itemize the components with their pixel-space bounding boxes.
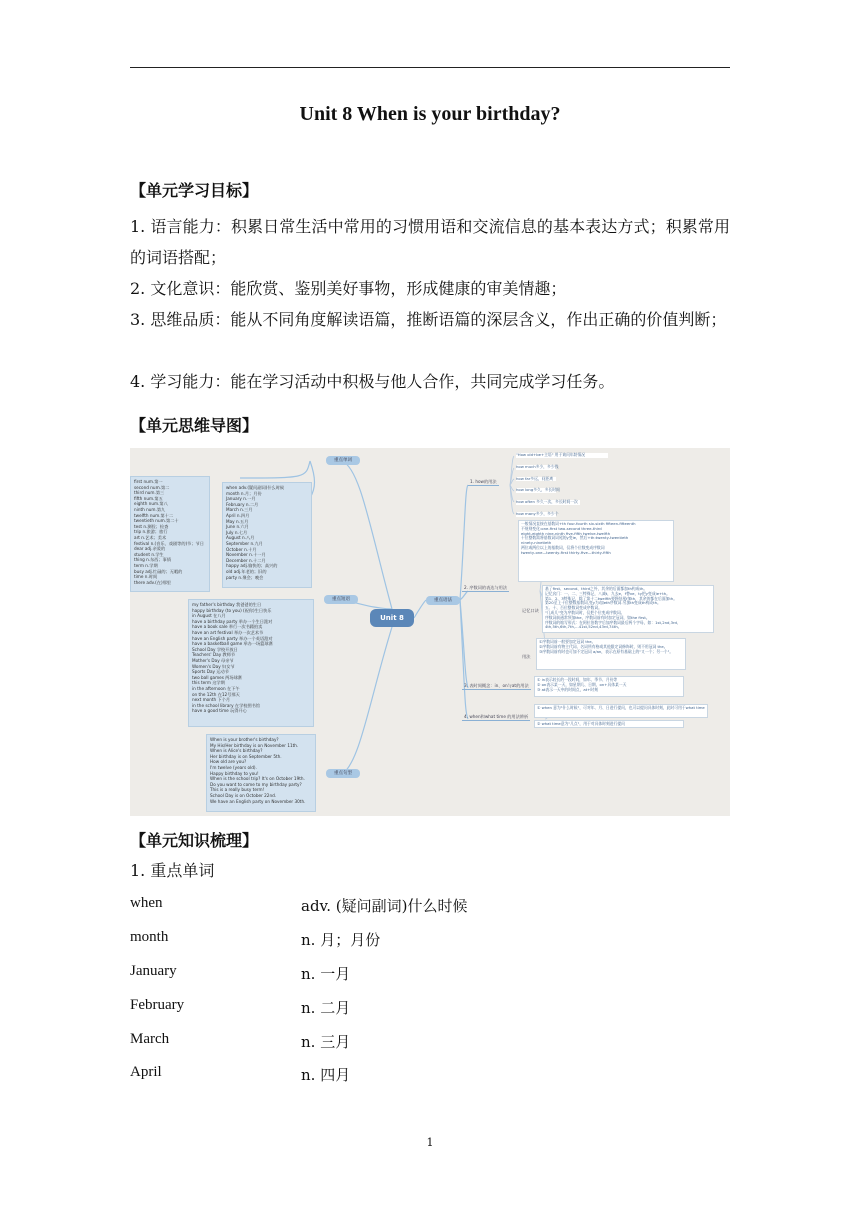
vocab-word: January [130,963,177,979]
mm-sentence-line: School Day is on October 22nd. [210,792,277,798]
mm-phrase-line: in the afternoon 在下午 [192,685,240,691]
mm-vocab-b-line: April n.四月 [226,512,250,518]
mind-map-usage-label: 用法 [522,654,531,659]
mm-vocab-b-line: November n.十一月 [226,552,266,558]
mm-prep-line: ① in表示较长的一段时间，如年、季节、月份等 [537,677,618,682]
mm-vocab-b-line: March n.三月 [226,507,253,513]
mm-vocab-a-line: first num.第一 [134,479,163,484]
mm-ordinal-line: 不规则变化:one-first two-second three-third [521,525,602,531]
mm-vocab-b-line: happy adj.愉快的；高兴的 [226,563,278,569]
mm-how-line: how much多少，多少钱 [516,463,559,469]
vocab-meaning: adv. (疑问副词)什么时候 [301,897,468,915]
mm-vocab-a-line: trip n.旅游；旅行 [134,529,168,535]
mind-map-mnemonic-label: 记忆口诀 [522,608,539,613]
goal-4: 4. 学习能力：能在学习活动中积极与他人合作，共同完成学习任务。 [130,372,615,391]
mind-map-vocab-box-b [222,482,312,588]
mm-vocab-a-line: fifth num.第五 [134,495,163,501]
mm-phrase-line: Sports Day 运动节 [192,669,229,675]
mm-phrase-line: have a book sale 举行一次书籍拍卖 [192,624,263,630]
mm-sentence-line: When is your brother's birthday? [210,737,279,742]
mm-phrase-line: next month 下个月 [192,697,231,703]
vocab-meaning: n. 四月 [301,1066,351,1084]
vocab-row [130,963,730,987]
mm-vocab-a-line: second num.第二 [134,484,170,490]
vocab-row [130,997,730,1021]
mm-ordinal-line: 十位整数需将基数词词尾的y变ie，然后+th:twenty-twentieth [521,535,629,541]
mm-usage-line: ③序数词前有时也可加不定冠词 a/an，表示在原有基础上的"又一个；另一个"。 [539,648,674,654]
vocab-meaning: n. 一月 [301,965,351,983]
mm-phrase-line: have an English party 举办一个英语派对 [192,635,273,641]
mind-map-ordinal-mnemonic [542,585,714,633]
mm-how-line: how many多少，多少个 [516,510,559,516]
vocab-row [130,1031,730,1055]
vocab-word: April [130,1064,162,1080]
mm-sentence-line: My His/Her birthday is on November 11th. [210,742,299,748]
mm-phrase-line: have a birthday party 举办一个生日派对 [192,618,273,624]
mind-map-sentence-box [206,734,316,812]
mm-how-line: how far多远，问距离 [516,477,556,482]
mm-when-line: ① when 意为"什么时候"，可对年、月、日进行提问，也可以提问具体时刻，此时可用于what time [537,705,705,710]
mm-mnemonic-line: 第20至上十位整数基数词,变y为i加eth序数词.另加th变成th构成th。 [545,600,661,606]
mind-map-grammar-tag-3: 3. 表时间概念：in、on与at的用法 [464,683,529,688]
mind-map [130,448,730,816]
vocab-word: month [130,929,169,945]
mm-vocab-b-line: December n.十二月 [226,557,266,563]
mm-vocab-a-line: test n.测验；检查 [134,523,169,529]
vocab-row [130,929,730,953]
mind-map-ordinal-rules [518,520,674,582]
mm-mnemonic-line: 第1、2、3特殊记，除了第十二twelfth要将结尾f加th，其余的都在后面加th。 [545,595,678,601]
mm-phrase-line: this term 这学期 [192,680,225,686]
mm-phrase-line: in August 在八月 [192,613,226,619]
mm-vocab-a-line: twelfth num.第十二 [134,512,174,518]
vocab-meaning: n. 月；月份 [301,931,381,949]
mm-mnemonic-line: 4th,5th,6th,7th,...41st,52nd,43rd,74th。 [545,624,622,630]
mm-whattime-line: ② what time意为"几点"，用于对具体时刻进行提问 [537,721,625,726]
mm-vocab-a-line: twentieth num.第二十 [134,518,179,524]
mm-phrase-line: in the school library 在学校图书馆 [192,702,261,708]
mm-vocab-b-line: July n.七月 [226,529,248,535]
mm-mnemonic-line: 五、十、百位整数词变成序数词。 [545,605,602,611]
mm-sentence-line: This is a really busy term! [210,787,265,793]
mm-ordinal-line: ninety-ninetieth [521,540,552,546]
mm-sentence-line: When is Alice's birthday? [210,748,263,754]
section-heading-knowledge: 【单元知识梳理】 [130,831,259,850]
mm-how-line: "How old+be+主语" 用于询问年龄情况 [516,453,608,458]
mm-how-line: how long多久，多长时间 [516,487,560,493]
mm-vocab-b-line: old adj.年老的；旧的 [226,568,267,574]
vocab-row [130,895,730,919]
mind-map-whattime-usage [534,720,684,728]
mm-phrase-line: Mother's Day 母亲节 [192,657,234,663]
vocab-word: March [130,1031,170,1047]
mm-vocab-b-line: when adv.(疑问副词)什么时候 [226,485,285,490]
mm-sentence-line: We have an English party on November 30th. [210,798,306,804]
mm-vocab-b-line: August n.八月 [226,535,255,541]
mind-map-prep-usage [534,676,684,697]
mm-ordinal-line: twenty-one—twenty-first thirty-five—thirty-fifth [521,549,611,555]
mm-vocab-b-line: party n.聚会；晚会 [226,574,264,580]
mm-ordinal-line: 两位或两位以上的基数词，仅将个位数变成序数词 [521,544,605,550]
mm-how-line: how often 多久一次，多长时间一次 [516,500,580,505]
mm-vocab-a-line: busy adj.忙碌的；无暇的 [134,568,183,574]
mind-map-when-usage [534,704,708,718]
mm-usage-line: ②序数词前有物主代词、名词所有格或其他限定词修饰时，则不用冠词 the。 [539,643,668,649]
mm-vocab-a-line: eighth num.第八 [134,501,168,507]
mm-ordinal-line: eight-eighth nine-ninth five-fifth twelve-twelfth [521,530,611,536]
mind-map-grammar-tag-2: 2. 序数词的表达与用法 [464,585,508,590]
mm-usage-line: ①序数词前一般要加定冠词 the。 [539,639,596,644]
mm-sentence-line: Her birthday is on September 5th. [210,753,282,759]
mm-sentence-line: Do you want to come to my birthday party? [210,781,302,787]
goal-1: 1. 语言能力：积累日常生活中常用的习惯用语和交流信息的基本表达方式；积累常用的词语搭配； [130,217,730,267]
mm-vocab-a-line: ninth num.第九 [134,506,166,512]
mm-phrase-line: have a good time 玩得开心 [192,708,247,714]
mind-map-ordinal-usage [536,638,686,670]
mm-vocab-a-line: art n.艺术；美术 [134,534,167,540]
mind-map-branch-phrases: 重点短语 [324,595,358,604]
mm-vocab-a-line: there adv.(在)那里 [134,579,171,585]
mind-map-grammar-tag-1: 1. how的用法 [470,479,497,484]
mm-mnemonic-line: 基了first、second、third之外，其余的后面都加th构成th。 [545,586,648,591]
mm-phrase-line: School Day 学校开放日 [192,646,238,652]
mind-map-center: Unit 8 [370,609,414,627]
mm-vocab-b-line: September n.九月 [226,540,263,546]
mind-map-vocab-box-a [130,476,210,592]
mm-vocab-a-line: dear adj.亲爱的 [134,546,166,552]
mind-map-branch-vocab: 重点单词 [326,456,360,465]
mm-prep-line: ② on表示某一天，如星期几、日期，on+具体某一天 [537,681,627,687]
header-rule [130,67,730,68]
mind-map-phrase-box [188,599,314,727]
mm-vocab-b-line: October n.十月 [226,546,257,552]
mm-phrase-line: Teachers' Day 教师节 [192,652,236,658]
mm-sentence-line: How old are you? [210,759,247,765]
page-number: 1 [426,1136,434,1149]
mm-vocab-b-line: month n.月；月份 [226,490,262,496]
mm-phrase-line: on the 12th 在12号那天 [192,691,240,697]
mm-sentence-line: When is the school trip? It's on October 19th. [210,776,305,782]
mm-vocab-a-line: festival n.(音乐、戏剧等的)节；节日 [134,540,204,546]
mind-map-grammar-tag-4: 4. when和what time 的用法辨析 [464,714,529,719]
mm-phrase-line: happy birthday (to you) (祝你)生日快乐 [192,607,272,613]
vocab-meaning: n. 三月 [301,1033,351,1051]
vocab-row [130,1064,730,1088]
mm-vocab-a-line: student n.学生 [134,551,164,557]
section-heading-mindmap: 【单元思维导图】 [130,416,259,435]
mm-vocab-b-line: June n.六月 [226,524,249,530]
mm-phrase-line: Women's Day 妇女节 [192,663,235,669]
goal-2: 2. 文化意识：能欣赏、鉴别美好事物，形成健康的审美情趣； [130,279,567,298]
vocab-word: when [130,895,163,911]
mm-mnemonic-line: 序数词的缩写形式：在阿拉伯数字后加序数词最后两个字母，如：1st,2nd,3rd, [545,619,679,625]
goal-3: 3. 思维品质：能从不同角度解读语篇，推断语篇的深层含义，作出正确的价值判断； [130,310,727,329]
mm-vocab-a-line: time n.时间 [134,574,158,580]
mm-prep-line: ③ at表示一天中的时间点，at+时刻 [537,686,598,692]
page-title: Unit 8 When is your birthday? [299,103,561,125]
mm-phrase-line: two ball games 两场球赛 [192,674,242,680]
mm-vocab-b-line: February n.二月 [226,501,259,507]
mm-phrase-line: have an art festival 举办一次艺术节 [192,629,264,635]
mm-vocab-a-line: third num.第三 [134,490,165,496]
mm-vocab-a-line: thing n.东西；事情 [134,557,172,563]
mind-map-how-leaves [514,452,610,518]
vocab-heading: 1. 重点单词 [130,861,215,880]
section-heading-goals: 【单元学习目标】 [130,181,259,200]
mm-vocab-a-line: term n.学期 [134,562,158,568]
mm-mnemonic-line: "几成几"变为序数词时，仅把个位变成序数词。 [545,609,625,615]
mm-vocab-b-line: May n.五月 [226,518,249,524]
mind-map-branch-sentences: 重点句型 [326,769,360,778]
mm-mnemonic-line: 记忆窍门：一、二、三特殊记，八减t，九去e，f替ve，ty把y变成ie+th。 [545,590,670,596]
mm-phrase-line: my father's birthday 我爸爸的生日 [192,602,262,607]
mind-map-branch-grammar: 重点语法 [426,596,460,605]
mm-phrase-line: have a basketball game 举办一场篮球赛 [192,641,273,647]
mm-mnemonic-line: 序数词前通常须加the，序数词前有时加定冠词，如the first。 [545,614,650,620]
vocab-meaning: n. 二月 [301,999,351,1017]
mm-vocab-b-line: January n.一月 [226,496,256,502]
mm-sentence-line: I'm twelve (years old). [210,764,257,770]
vocab-word: February [130,997,185,1013]
mm-sentence-line: Happy birthday to you! [210,770,259,776]
mm-ordinal-line: 一般情况直接在基数词+th four-fourth six-sixth fifteen-fifteenth [521,521,636,526]
